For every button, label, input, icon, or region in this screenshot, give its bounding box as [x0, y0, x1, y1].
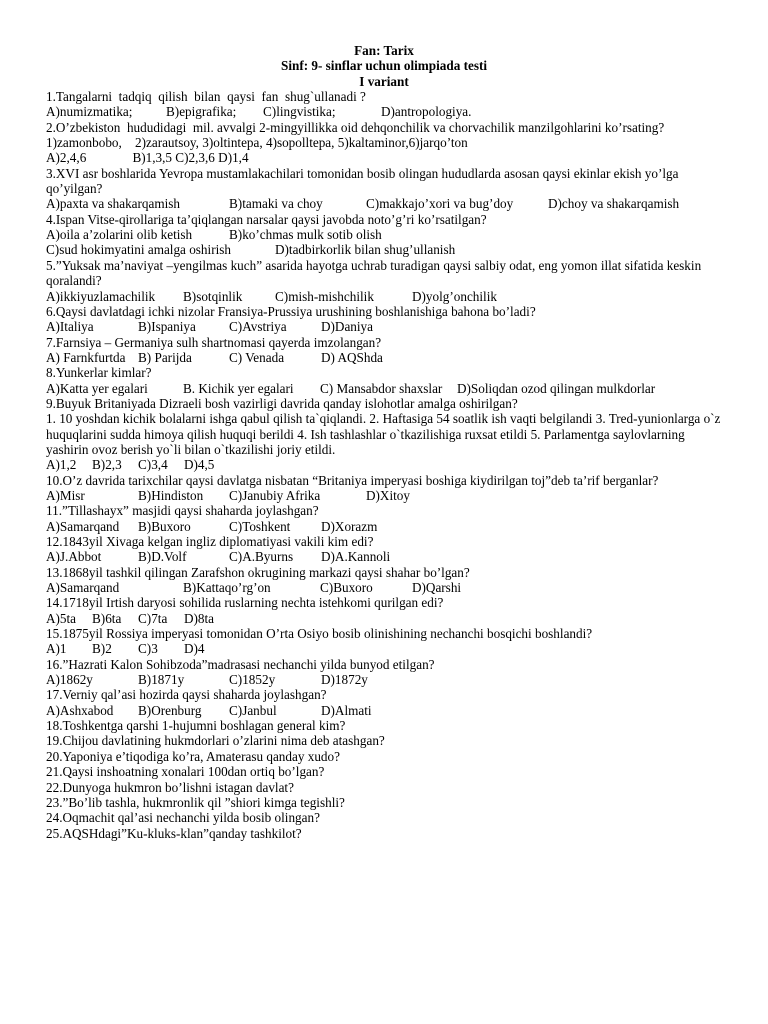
- question-17-options: [46, 703, 722, 718]
- option-d: D)4,5: [184, 457, 215, 473]
- option-b: B. Kichik yer egalari: [183, 380, 294, 396]
- question-1-options: [46, 104, 722, 119]
- option-a: A)J.Abbot: [46, 549, 102, 565]
- option-c: C)lingvistika;: [263, 104, 336, 120]
- option-b: B)Buxoro: [138, 518, 191, 534]
- question-7-options: [46, 350, 722, 365]
- option-a: A)5ta: [46, 610, 77, 626]
- option-c: C)7ta: [138, 610, 168, 626]
- question-9-statements: 1. 10 yoshdan kichik bolalarni ishga qabul qilish ta`qiqlandi. 2. Haftasiga 54 soatlik ish vaqti belgilandi 3. Tred-yunionlarga o`z huquqlarini sudda himoya qilish huquqi berildi 4. Ish tashlashlar o`tkazilishiga ruxsat etildi 5. Parlamentga saylovlarning yashirin ovoz berish yo`li bilan o`tkazilishi joriy etildi.: [46, 411, 721, 457]
- option-c: C)Janbul: [229, 702, 277, 718]
- question-9-options: [46, 457, 722, 472]
- option-a: A)Samarqand: [46, 580, 120, 596]
- question-8-options: [46, 381, 722, 396]
- option-a: A) Farnkfurtda: [46, 349, 126, 365]
- question-16: 16.”Hazrati Kalon Sohibzoda”madrasasi nechanchi yilda bunyod etilgan?: [46, 656, 435, 672]
- question-10-options: [46, 488, 722, 503]
- option-a: A)Katta yer egalari: [46, 380, 148, 396]
- question-19: 19.Chijou davlatining hukmdorlari o’zlarini nima deb atashgan?: [46, 733, 385, 749]
- question-6-options: [46, 319, 722, 334]
- option-c: C)Buxoro: [320, 580, 373, 596]
- option-a: A)Samarqand: [46, 518, 120, 534]
- option-d: D)A.Kannoli: [321, 549, 391, 565]
- question-12-options: [46, 549, 722, 564]
- question-18: 18.Toshkentga qarshi 1-hujumni boshlagan general kim?: [46, 718, 346, 734]
- option-c: C) Mansabdor shaxslar: [320, 380, 443, 396]
- question-2-options: A)2,4,6 B)1,3,5 C)2,3,6 D)1,4: [46, 150, 249, 166]
- option-c: C)3: [138, 641, 158, 657]
- option-a: A)1: [46, 641, 67, 657]
- option-b: B)Orenburg: [138, 702, 202, 718]
- option-d: D)antropologiya.: [381, 104, 472, 120]
- question-12: 12.1843yil Xivaga kelgan ingliz diplomatiyasi vakili kim edi?: [46, 534, 374, 549]
- question-13: 13.1868yil tashkil qilingan Zarafshon okrugining markazi qaysi shahar bo’lgan?: [46, 564, 470, 580]
- question-11-options: [46, 519, 722, 534]
- option-a: A)Ashxabod: [46, 702, 114, 718]
- variant-title: I variant: [359, 73, 409, 89]
- option-b: B)ko’chmas mulk sotib olish: [229, 227, 382, 243]
- option-a: A)Misr: [46, 487, 85, 503]
- option-c: C)mish-mishchilik: [275, 288, 374, 304]
- question-16-options: [46, 672, 722, 687]
- option-b: B)Kattaqo’rg’on: [183, 580, 271, 596]
- question-8: 8.Yunkerlar kimlar?: [46, 365, 152, 381]
- question-14-options: [46, 611, 722, 626]
- option-b: B)6ta: [92, 610, 122, 626]
- option-d: D)tadbirkorlik bilan shug’ullanish: [275, 242, 456, 258]
- option-b: B)2,3: [92, 457, 122, 473]
- question-22: 22.Dunyoga hukmron bo’lishni istagan davlat?: [46, 779, 294, 795]
- option-d: D)Qarshi: [412, 580, 462, 596]
- question-25: 25.AQSHdagi”Ku-kluks-klan”qanday tashkilot?: [46, 825, 302, 841]
- grade-title: Sinf: 9- sinflar uchun olimpiada testi: [280, 58, 488, 74]
- option-d: D)Almati: [321, 702, 372, 718]
- question-15-options: [46, 641, 722, 656]
- option-d: D)yolg’onchilik: [412, 288, 497, 304]
- option-b: B)tamaki va choy: [229, 196, 323, 212]
- option-c: C)Avstriya: [229, 319, 287, 335]
- question-4-options-row1: [46, 227, 722, 242]
- question-4-options-row2: [46, 242, 722, 257]
- option-c: C)Toshkent: [229, 518, 291, 534]
- option-c: C)1852y: [229, 672, 276, 688]
- option-c: C)Janubiy Afrika: [229, 487, 321, 503]
- question-3: 3.XVI asr boshlarida Yevropa mustamlakachilari tomonidan bosib olingan hududlarda asosan qaysi ekinlar ekish yo’lga qo’yilgan?: [46, 165, 679, 197]
- option-a: A)ikkiyuzlamachilik: [46, 288, 156, 304]
- option-c: C)A.Byurns: [229, 549, 294, 565]
- option-b: B)D.Volf: [138, 549, 187, 565]
- option-b: B)epigrafika;: [166, 104, 237, 120]
- option-a: A)oila a’zolarini olib ketish: [46, 227, 193, 243]
- question-15: 15.1875yil Rossiya imperyasi tomonidan O’rta Osiyo bosib olinishining nechanchi bosqichi boshlandi?: [46, 626, 593, 642]
- option-c: C)makkajo’xori va bug’doy: [366, 196, 514, 212]
- option-d: D)8ta: [184, 610, 215, 626]
- question-7: 7.Farnsiya – Germaniya sulh shartnomasi qayerda imzolangan?: [46, 334, 382, 350]
- question-13-options: [46, 580, 722, 595]
- option-a: A)1,2: [46, 457, 77, 473]
- option-d: D) AQShda: [321, 349, 383, 365]
- option-b: B)sotqinlik: [183, 288, 243, 304]
- question-17: 17.Verniy qal’asi hozirda qaysi shaharda joylashgan?: [46, 687, 327, 703]
- question-2: 2.O’zbekiston hududidagi mil. avvalgi 2-mingyillikka oid dehqonchilik va chorvachilik manzilgohlarini ko’rsating?: [46, 119, 665, 135]
- question-1: 1.Tangalarni tadqiq qilish bilan qaysi fan shug`ullanadi ?: [46, 89, 366, 105]
- option-d: D)4: [184, 641, 205, 657]
- option-d: D)Xorazm: [321, 518, 378, 534]
- option-b: B)Hindiston: [138, 487, 204, 503]
- option-c: C)sud hokimyatini amalga oshirish: [46, 242, 231, 258]
- option-d: D)choy va shakarqamish: [548, 196, 680, 212]
- option-a: A)1862y: [46, 672, 93, 688]
- option-b: B)Ispaniya: [138, 319, 196, 335]
- test-document: [46, 43, 722, 841]
- question-23: 23.”Bo’lib tashla, hukmronlik qil ”shiori kimga tegishli?: [46, 794, 345, 810]
- option-b: B)2: [92, 641, 112, 657]
- option-d: D)Soliqdan ozod qilingan mulkdorlar: [457, 380, 656, 396]
- option-c: C) Venada: [229, 349, 285, 365]
- question-4: 4.Ispan Vitse-qirollariga ta’qiqlangan narsalar qaysi javobda noto’g’ri ko’rsatilgan?: [46, 211, 487, 227]
- question-10: 10.O’z davrida tarixchilar qaysi davlatga nisbatan “Britaniya imperyasi boshiga kiydirilgan toj”deb ta’rif berganlar?: [46, 472, 659, 488]
- option-a: A)paxta va shakarqamish: [46, 196, 181, 212]
- option-a: A)numizmatika;: [46, 104, 133, 120]
- question-11: 11.”Tillashayx” masjidi qaysi shaharda joylashgan?: [46, 503, 319, 519]
- question-9: 9.Buyuk Britaniyada Dizraeli bosh vazirligi davrida qanday islohotlar amalga oshirilgan?: [46, 395, 518, 411]
- option-d: D)1872y: [321, 672, 368, 688]
- question-21: 21.Qaysi inshoatning xonalari 100dan ortiq bo’lgan?: [46, 764, 325, 780]
- option-d: D)Daniya: [321, 319, 373, 335]
- question-2-list: 1)zamonbobo, 2)zarautsoy, 3)oltintepa, 4)sopolltepa, 5)kaltaminor,6)jarqo’ton: [46, 135, 468, 151]
- subject-title: Fan: Tarix: [354, 43, 414, 58]
- question-24: 24.Oqmachit qal’asi nechanchi yilda bosib olingan?: [46, 810, 320, 826]
- question-6: 6.Qaysi davlatdagi ichki nizolar Fransiya-Prussiya urushining boshlanishiga bahona bo’ladi?: [46, 303, 536, 319]
- question-20: 20.Yaponiya e’tiqodiga ko’ra, Amaterasu qanday xudo?: [46, 748, 340, 764]
- option-b: B) Parijda: [138, 349, 192, 365]
- option-d: D)Xitoy: [366, 487, 410, 503]
- question-3-options: [46, 196, 722, 211]
- option-b: B)1871y: [138, 672, 185, 688]
- question-5-options: [46, 289, 722, 304]
- question-5: 5.”Yuksak ma’naviyat –yengilmas kuch” asarida hayotga uchrab turadigan qaysi salbiy odat, eng yomon illat sifatida keskin qoralandi?: [46, 257, 702, 289]
- option-c: C)3,4: [138, 457, 168, 473]
- question-14: 14.1718yil Irtish daryosi sohilida ruslarning nechta istehkomi qurilgan edi?: [46, 595, 444, 611]
- option-a: A)Italiya: [46, 319, 94, 335]
